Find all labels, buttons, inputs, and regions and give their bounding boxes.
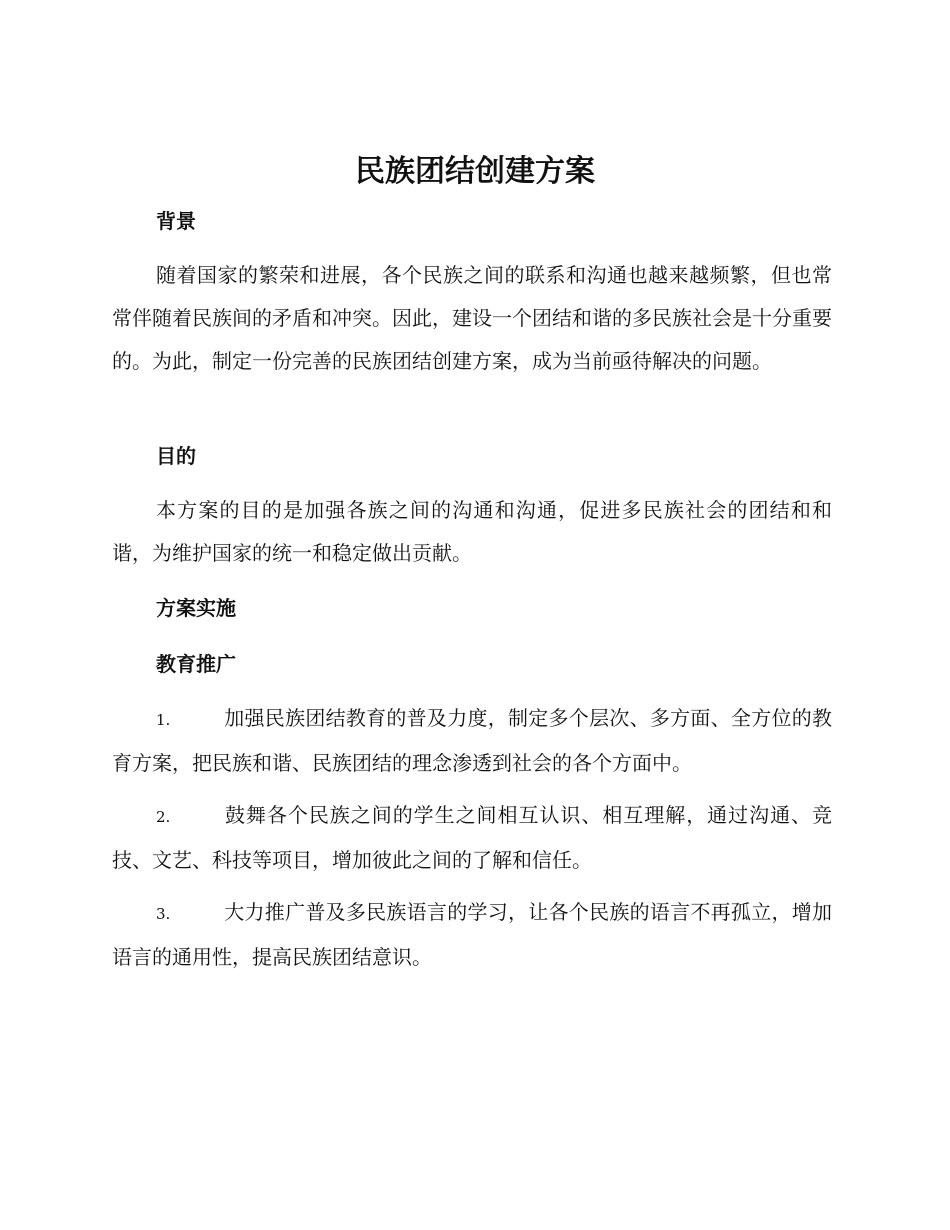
section-heading-implementation: 方案实施 — [156, 596, 236, 620]
list-item-text: 鼓舞各个民族之间的学生之间相互认识、相互理解，通过沟通、竞技、文艺、科技等项目，增加彼此之间的了解和信任。 — [112, 803, 832, 872]
list-item-number: 1. — [156, 711, 171, 729]
section-heading-background: 背景 — [156, 209, 196, 233]
list-item — [112, 891, 832, 979]
paragraph-purpose: 本方案的目的是加强各族之间的沟通和沟通，促进多民族社会的团结和和谐，为维护国家的统一和稳定做出贡献。 — [112, 498, 832, 565]
list-item — [112, 794, 832, 882]
document-title: 民族团结创建方案 — [355, 154, 595, 189]
list-item — [112, 697, 832, 785]
list-item-number: 3. — [156, 905, 171, 923]
section-heading-purpose: 目的 — [156, 444, 196, 468]
list-item-text: 加强民族团结教育的普及力度，制定多个层次、多方面、全方位的教育方案，把民族和谐、民族团结的理念渗透到社会的各个方面中。 — [112, 706, 832, 775]
section-heading-education: 教育推广 — [156, 652, 236, 676]
list-item-text: 大力推广普及多民族语言的学习，让各个民族的语言不再孤立，增加语言的通用性，提高民族团结意识。 — [112, 900, 832, 969]
paragraph-background: 随着国家的繁荣和进展，各个民族之间的联系和沟通也越来越频繁，但也常常伴随着民族间的矛盾和冲突。因此，建设一个团结和谐的多民族社会是十分重要的。为此，制定一份完善的民族团结创建方案，成为当前亟待解决的问题。 — [112, 263, 832, 373]
list-item-number: 2. — [156, 808, 171, 826]
